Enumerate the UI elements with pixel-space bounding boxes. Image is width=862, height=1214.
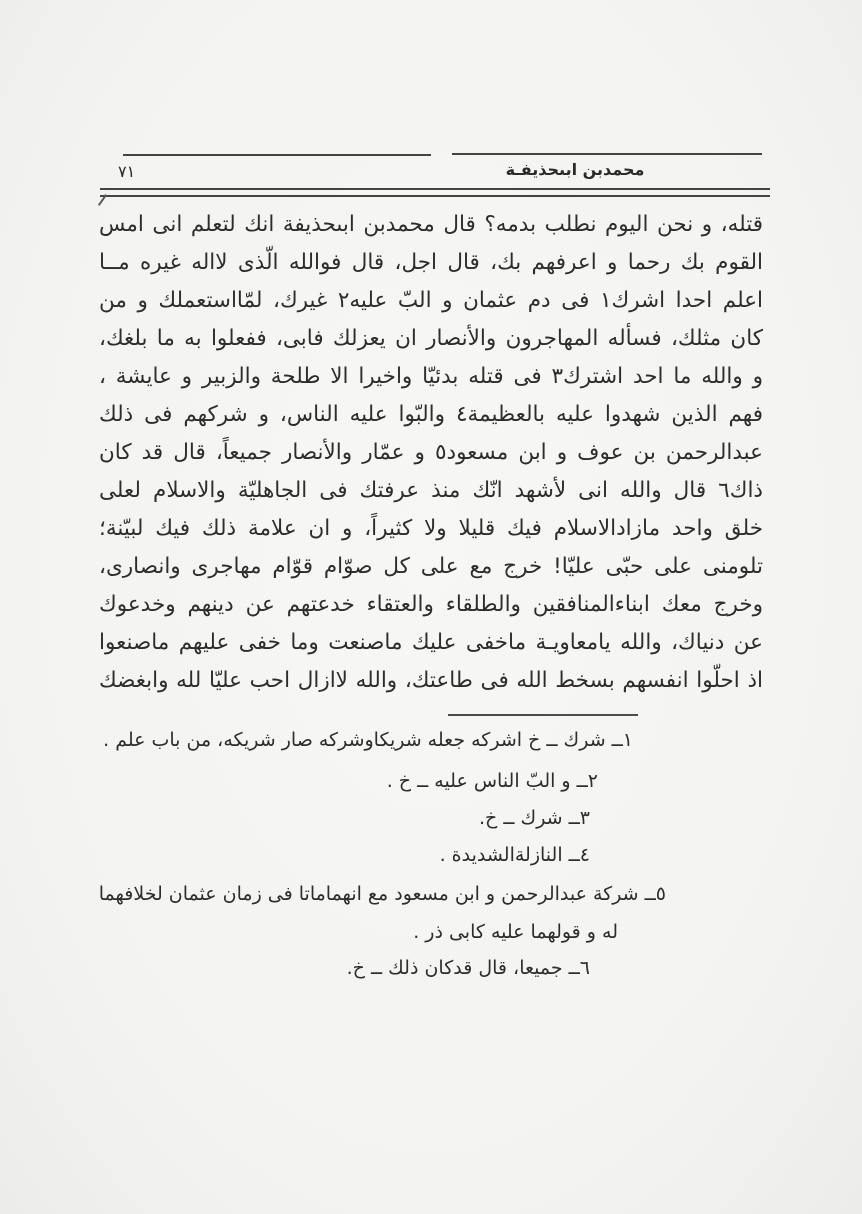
body-line: اعلم احدا اشرك١ فى دم عثمان و البّ عليه٢ غيرك، لمّااستعملك و من bbox=[99, 288, 763, 313]
header-double-rule bbox=[100, 188, 770, 197]
body-line: عبدالرحمن بن عوف و ابن مسعود٥ و عمّار والأنصار جميعاً، قال قد كان bbox=[99, 440, 763, 465]
footnote-line-4: ٤ــ النازلةالشديدة . bbox=[439, 844, 590, 866]
body-line: خلق واحد مازادالاسلام فيك قليلا ولا كثيراً، و ان علامة ذلك فيك لبيّنة؛ bbox=[99, 516, 763, 541]
footnote-line-6: ٦ــ جميعا، قال قدكان ذلك ــ خ. bbox=[346, 957, 590, 979]
footnote-line-5-continuation: له و قولهما عليه كابى ذر . bbox=[413, 921, 618, 943]
footnote-line-5: ٥ــ شركة عبدالرحمن و ابن مسعود مع انهماماتا فى زمان عثمان لخلافهما bbox=[98, 883, 666, 905]
body-line: عن دنياك، والله يامعاويـة ماخفى عليك ماصنعت وما خفى عليهم ماصنعوا bbox=[99, 630, 763, 655]
running-title: محمدبن ابىحذيفـة bbox=[505, 160, 645, 179]
body-line: فهم الذين شهدوا عليه بالعظيمة٤ والبّوا عليه الناس، و شركهم فى ذلك bbox=[99, 402, 763, 427]
body-line: القوم بك رحما و اعرفهم بك، قال اجل، قال فوالله الّذى لااله غيره مــا bbox=[99, 250, 763, 275]
body-line: اذ احلّوا انفسهم بسخط الله فى طاعتك، والله لاازال احب عليّا لله وابغضك bbox=[99, 668, 763, 693]
header-rule-top-left bbox=[123, 154, 431, 156]
body-line: كان مثلك، فسأله المهاجرون والأنصار ان يعزلك فابى، ففعلوا به ما بلغك، bbox=[99, 326, 763, 351]
body-line: ذاك٦ قال والله انى لأشهد انّك منذ عرفتك فى الجاهليّة والاسلام لعلى bbox=[99, 478, 763, 503]
body-line: وخرج معك ابناءالمنافقين والطلقاء والعتقاء خدعتهم عن دينهم وخدعوك bbox=[99, 592, 763, 617]
footnote-line-2: ٢ــ و البّ الناس عليه ــ خ . bbox=[386, 770, 598, 792]
footnote-line-1: ١ــ شرك ــ خ اشركه جعله شريكاوشركه صار شريكه، من باب علم . bbox=[103, 729, 633, 751]
main-text-block bbox=[99, 206, 763, 700]
footnote-line-3: ٣ــ شرك ــ خ. bbox=[479, 807, 590, 829]
header-rule-top-right bbox=[452, 153, 762, 155]
body-line: قتله، و نحن اليوم نطلب بدمه؟ قال محمدبن ابىحذيفة انك لتعلم انى امس bbox=[99, 212, 763, 237]
body-line: تلومنى على حبّى عليّا! خرج مع على كل صوّام قوّام مهاجرى وانصارى، bbox=[99, 554, 763, 579]
footnote-separator bbox=[448, 714, 638, 716]
page-number: ٧١ bbox=[118, 162, 136, 181]
body-line: و والله ما احد اشترك٣ فى قتله بدئيّا واخيرا الا طلحة والزبير و عايشة ، bbox=[99, 364, 763, 389]
